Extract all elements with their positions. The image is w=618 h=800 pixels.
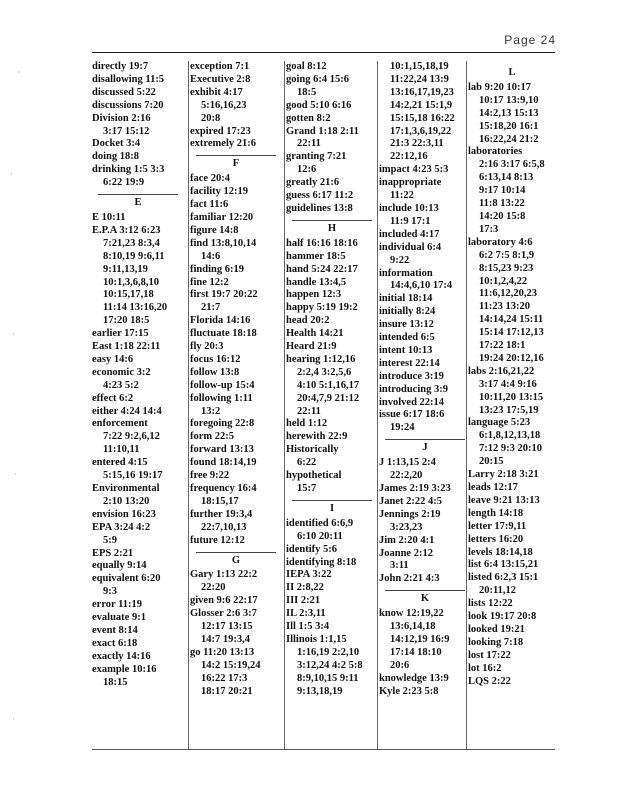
index-entry: drinking 1:5 3:3 bbox=[92, 164, 165, 176]
index-entry-continuation: 6:22 bbox=[297, 457, 317, 469]
index-entry-continuation: 6:22 19:9 bbox=[103, 177, 145, 189]
index-entry-continuation: 14:2,13 15:13 bbox=[479, 107, 539, 119]
index-entry-continuation: 8:15,23 9:23 bbox=[479, 262, 534, 274]
index-entry-continuation: 2:2,4 3:2,5,6 bbox=[297, 366, 352, 378]
index-entry-continuation: 14:6 bbox=[201, 250, 221, 262]
index-entry-continuation: 20:4,7,9 21:12 bbox=[297, 392, 360, 404]
index-entry-continuation: 22:11 bbox=[297, 138, 321, 150]
index-entry: Grand 1:18 2:11 bbox=[286, 125, 359, 137]
index-entry: fine 12:2 bbox=[190, 276, 229, 288]
index-entry: issue 6:17 18:6 bbox=[379, 409, 445, 421]
index-entry: language 5:23 bbox=[468, 417, 531, 429]
index-entry: going 6:4 15:6 bbox=[286, 73, 349, 85]
index-entry: length 14:18 bbox=[468, 507, 524, 519]
index-entry-continuation: 6:2 7:5 8:1,9 bbox=[479, 249, 535, 261]
index-entry-continuation: 2:10 13:20 bbox=[103, 495, 150, 507]
index-entry-continuation: 14:4,6,10 17:4 bbox=[390, 280, 453, 292]
index-entry: fly 20:3 bbox=[190, 341, 224, 353]
index-entry-continuation: 19:24 bbox=[390, 422, 415, 434]
top-rule bbox=[92, 52, 555, 53]
index-entry: example 10:16 bbox=[92, 663, 157, 675]
index-entry: information bbox=[379, 267, 433, 279]
index-entry-continuation: 11:6,12,20,23 bbox=[479, 288, 538, 300]
index-entry-continuation: 20:15 bbox=[479, 456, 504, 468]
index-entry-continuation: 16:22,24 21:2 bbox=[479, 133, 539, 145]
index-entry: happen 12:3 bbox=[286, 289, 342, 301]
index-entry: event 8:14 bbox=[92, 624, 138, 636]
index-entry-continuation: 17:1,3,6,19,22 bbox=[390, 125, 452, 137]
index-entry: Gary 1:13 22:2 bbox=[190, 569, 258, 581]
index-entry: leads 12:17 bbox=[468, 482, 518, 493]
margin-mark: · bbox=[10, 170, 13, 179]
index-entry-continuation: 9:3 bbox=[103, 586, 117, 598]
index-entry-continuation: 10:15,17,18 bbox=[103, 289, 154, 301]
index-entry-continuation: 4:23 5:2 bbox=[103, 379, 139, 391]
index-entry: granting 7:21 bbox=[286, 151, 347, 163]
index-entry: looked 19:21 bbox=[468, 623, 525, 635]
index-entry-continuation: 6:10 20:11 bbox=[297, 530, 343, 542]
index-entry-continuation: 13:6,14,18 bbox=[390, 621, 436, 633]
index-entry: James 2:19 3:23 bbox=[379, 483, 451, 494]
index-entry: earlier 17:15 bbox=[92, 328, 149, 340]
index-entry: good 5:10 6:16 bbox=[286, 99, 352, 111]
index-entry: IL 2:3,11 bbox=[286, 608, 326, 620]
index-entry-continuation: 17:22 18:1 bbox=[479, 340, 526, 352]
index-entry: John 2:21 4:3 bbox=[379, 573, 440, 585]
index-entry: guidelines 13:8 bbox=[286, 202, 353, 214]
index-entry: familiar 12:20 bbox=[190, 211, 254, 223]
index-entry-continuation: 18:17 20:21 bbox=[201, 685, 253, 697]
index-entry: figure 14:8 bbox=[190, 224, 239, 236]
margin-mark: · bbox=[12, 330, 15, 339]
index-entry: facility 12:19 bbox=[190, 186, 249, 198]
index-entry: know 12:19,22 bbox=[379, 608, 444, 620]
index-entry: identifying 8:18 bbox=[286, 556, 357, 568]
index-entry: Joanne 2:12 bbox=[379, 547, 433, 559]
index-entry-continuation: 15:18,20 16:1 bbox=[479, 120, 539, 132]
index-column-1 bbox=[92, 61, 184, 690]
index-entry: hypothetical bbox=[286, 470, 342, 482]
index-entry: Ill 1:5 3:4 bbox=[286, 621, 330, 633]
index-entry: intended 6:5 bbox=[379, 332, 435, 344]
index-entry-continuation: 18:15,17 bbox=[201, 495, 239, 507]
index-entry-continuation: 22:12,16 bbox=[390, 151, 428, 163]
index-entry-continuation: 13:23 17:5,19 bbox=[479, 404, 539, 416]
index-entry-continuation: 12:17 13:15 bbox=[201, 621, 253, 633]
margin-mark: · bbox=[18, 68, 21, 77]
index-entry-continuation: 10:1,15,18,19 bbox=[390, 61, 449, 72]
index-entry: EPS 2:21 bbox=[92, 547, 134, 559]
index-entry: expired 17:23 bbox=[190, 125, 251, 137]
index-entry: following 1:11 bbox=[190, 392, 253, 404]
index-entry: error 11:19 bbox=[92, 599, 143, 611]
index-entry: Florida 14:16 bbox=[190, 315, 251, 327]
index-entry: form 22:5 bbox=[190, 431, 235, 443]
index-entry: easy 14:6 bbox=[92, 353, 134, 365]
index-entry-continuation: 18:5 bbox=[297, 86, 317, 98]
index-page bbox=[92, 52, 555, 750]
index-entry: go 11:20 13:13 bbox=[190, 646, 255, 658]
index-entry: knowledge 13:9 bbox=[379, 672, 449, 684]
index-entry-continuation: 15:15,18 16:22 bbox=[390, 112, 455, 124]
index-entry: Kyle 2:23 5:8 bbox=[379, 685, 439, 697]
index-entry-continuation: 22:7,10,13 bbox=[201, 521, 247, 533]
index-entry: happy 5:19 19:2 bbox=[286, 302, 358, 314]
index-entry-continuation: 17:20 18:5 bbox=[103, 315, 150, 327]
index-entry: half 16:16 18:16 bbox=[286, 237, 358, 249]
index-entry: herewith 22:9 bbox=[286, 431, 348, 443]
index-entry-continuation: 11:23 13:20 bbox=[479, 301, 531, 313]
index-entry-continuation: 3:17 15:12 bbox=[103, 125, 150, 137]
index-entry: further 19:3,4 bbox=[190, 508, 253, 520]
index-entry-continuation: 11:9 17:1 bbox=[390, 215, 431, 227]
index-entry: laboratories bbox=[468, 146, 523, 158]
index-entry: initial 18:14 bbox=[379, 293, 433, 305]
section-letter: J bbox=[385, 439, 465, 455]
index-entry: levels 18:14,18 bbox=[468, 546, 533, 558]
index-entry: exception 7:1 bbox=[190, 61, 250, 72]
index-entry: lab 9:20 10:17 bbox=[468, 81, 531, 93]
index-column-4 bbox=[377, 61, 471, 749]
index-entry: extremely 21:6 bbox=[190, 138, 256, 150]
margin-mark: · bbox=[14, 470, 17, 479]
index-entry: evaluate 9:1 bbox=[92, 612, 146, 624]
index-entry: future 12:12 bbox=[190, 534, 245, 546]
index-entry: greatly 21:6 bbox=[286, 177, 340, 189]
index-entry-continuation: 5:9 bbox=[103, 534, 117, 546]
index-entry: hand 5:24 22:17 bbox=[286, 263, 358, 275]
index-entry: Jennings 2:19 bbox=[379, 508, 441, 520]
index-entry: list 6:4 13:15,21 bbox=[468, 559, 539, 571]
index-entry-continuation: 4:10 5:1,16,17 bbox=[297, 379, 360, 391]
index-entry: finding 6:19 bbox=[190, 263, 244, 275]
index-entry: follow 13:8 bbox=[190, 366, 240, 378]
index-entry: exhibit 4:17 bbox=[190, 86, 243, 98]
index-entry: goal 8:12 bbox=[286, 61, 327, 72]
index-entry: introduce 3:19 bbox=[379, 370, 444, 382]
index-entry: J 1:13,15 2:4 bbox=[379, 457, 436, 469]
index-entry: looking 7:18 bbox=[468, 636, 524, 648]
index-entry-continuation: 14:12,19 16:9 bbox=[390, 633, 450, 645]
index-entry: individual 6:4 bbox=[379, 241, 442, 253]
index-entry: look 19:17 20:8 bbox=[468, 611, 537, 623]
index-entry: impact 4:23 5:3 bbox=[379, 164, 449, 176]
section-letter: F bbox=[196, 155, 276, 171]
index-entry: exactly 14:16 bbox=[92, 650, 151, 662]
index-entry: involved 22:14 bbox=[379, 396, 445, 408]
index-entry-continuation: 14:2,21 15:1,9 bbox=[390, 99, 453, 111]
index-entry: follow-up 15:4 bbox=[190, 379, 255, 391]
index-entry-continuation: 16:22 17:3 bbox=[201, 672, 248, 684]
index-entry: equally 9:14 bbox=[92, 560, 147, 572]
index-entry-continuation: 20:8 bbox=[201, 112, 221, 124]
index-entry-continuation: 17:14 18:10 bbox=[390, 646, 442, 658]
index-entry-continuation: 20:11,12 bbox=[479, 585, 517, 597]
index-entry: letter 17:9,11 bbox=[468, 520, 527, 532]
index-entry: Glosser 2:6 3:7 bbox=[190, 608, 257, 620]
index-entry: lists 12:22 bbox=[468, 598, 513, 610]
index-entry: labs 2:16,21,22 bbox=[468, 365, 535, 377]
index-entry-continuation: 8:10,19 9:6,11 bbox=[103, 250, 165, 262]
section-letter: G bbox=[196, 552, 276, 568]
index-entry: fact 11:6 bbox=[190, 199, 229, 211]
index-entry-continuation: 22:2,20 bbox=[390, 470, 423, 482]
index-entry: Janet 2:22 4:5 bbox=[379, 495, 442, 507]
index-entry-continuation: 11:22 bbox=[390, 190, 414, 202]
index-entry: face 20:4 bbox=[190, 173, 230, 185]
index-entry-continuation: 19:24 20:12,16 bbox=[479, 352, 544, 364]
index-entry: insure 13:12 bbox=[379, 319, 434, 331]
index-entry: Division 2:16 bbox=[92, 112, 151, 124]
index-entry: included 4:17 bbox=[379, 228, 440, 240]
index-entry: II 2:8,22 bbox=[286, 582, 324, 594]
index-entry: LQS 2:22 bbox=[468, 675, 511, 687]
index-entry-continuation: 7:22 9:2,6,12 bbox=[103, 431, 160, 443]
section-letter: K bbox=[385, 590, 465, 606]
index-entry: effect 6:2 bbox=[92, 392, 134, 404]
index-entry-continuation: 3:23,23 bbox=[390, 521, 423, 533]
index-entry-continuation: 10:17 13:9,10 bbox=[479, 94, 539, 106]
section-letter: E bbox=[98, 194, 178, 210]
index-entry: economic 3:2 bbox=[92, 366, 151, 378]
index-entry: Heard 21:9 bbox=[286, 341, 337, 353]
index-entry-continuation: 21:7 bbox=[201, 302, 221, 314]
index-entry-continuation: 18:15 bbox=[103, 676, 128, 688]
index-entry: find 13:8,10,14 bbox=[190, 237, 257, 249]
index-entry: handle 13:4,5 bbox=[286, 276, 347, 288]
index-entry-continuation: 22:11 bbox=[297, 405, 321, 417]
index-entry: identify 5:6 bbox=[286, 543, 338, 555]
index-entry: introducing 3:9 bbox=[379, 383, 448, 395]
index-entry: identified 6:6,9 bbox=[286, 517, 354, 529]
index-entry-continuation: 14:2 15:19,24 bbox=[201, 659, 261, 671]
index-entry-continuation: 14:7 19:3,4 bbox=[201, 633, 250, 645]
index-entry: envision 16:23 bbox=[92, 508, 156, 520]
index-entry: either 4:24 14:4 bbox=[92, 405, 162, 417]
index-entry-continuation: 3:17 4:4 9:16 bbox=[479, 378, 537, 390]
index-entry-continuation: 8:9,10,15 9:11 bbox=[297, 672, 359, 684]
index-column-5 bbox=[466, 61, 556, 749]
index-entry-continuation: 17:3 bbox=[479, 223, 499, 235]
index-entry-continuation: 12:6 bbox=[297, 164, 317, 176]
index-entry: intent 10:13 bbox=[379, 344, 433, 356]
index-entry: Jim 2:20 4:1 bbox=[379, 534, 435, 546]
index-entry: E 10:11 bbox=[92, 211, 126, 223]
index-entry-continuation: 13:16,17,19,23 bbox=[390, 86, 454, 98]
index-entry-continuation: 1:16,19 2:2,10 bbox=[297, 646, 360, 658]
index-entry-continuation: 21:3 22:3,11 bbox=[390, 138, 444, 150]
index-entry: include 10:13 bbox=[379, 202, 439, 214]
section-letter: H bbox=[292, 220, 372, 236]
index-entry: East 1:18 22:11 bbox=[92, 341, 161, 353]
index-entry-continuation: 11:22,24 13:9 bbox=[390, 73, 449, 85]
index-entry: directly 19:7 bbox=[92, 61, 149, 72]
index-entry: discussions 7:20 bbox=[92, 99, 164, 111]
index-entry: letters 16:20 bbox=[468, 533, 524, 545]
index-column-2 bbox=[188, 61, 282, 749]
index-entry: laboratory 4:6 bbox=[468, 236, 533, 248]
index-entry: lot 16:2 bbox=[468, 662, 502, 674]
index-entry-continuation: 2:16 3:17 6:5,8 bbox=[479, 159, 545, 171]
index-entry-continuation: 7:21,23 8:3,4 bbox=[103, 237, 160, 249]
index-entry-continuation: 5:15,16 19:17 bbox=[103, 470, 163, 482]
index-entry-continuation: 9:13,18,19 bbox=[297, 685, 343, 697]
index-entry: free 9:22 bbox=[190, 470, 230, 482]
index-entry: foregoing 22:8 bbox=[190, 418, 255, 430]
index-entry: enforcement bbox=[92, 418, 148, 430]
index-entry: EPA 3:24 4:2 bbox=[92, 521, 151, 533]
index-entry: Health 14:21 bbox=[286, 328, 344, 340]
index-entry: discussed 5:22 bbox=[92, 86, 156, 98]
index-entry-continuation: 14:14,24 15:11 bbox=[479, 314, 544, 326]
index-entry-continuation: 9:22 bbox=[390, 254, 410, 266]
index-entry: lost 17:22 bbox=[468, 649, 511, 661]
index-entry-continuation: 6:1,8,12,13,18 bbox=[479, 430, 541, 442]
index-entry: guess 6:17 11:2 bbox=[286, 190, 354, 202]
index-entry: hearing 1:12,16 bbox=[286, 353, 356, 365]
index-entry: found 18:14,19 bbox=[190, 457, 257, 469]
index-entry: fluctuate 18:18 bbox=[190, 328, 257, 340]
index-entry: Historically bbox=[286, 444, 339, 456]
index-entry: forward 13:13 bbox=[190, 444, 254, 456]
index-entry-continuation: 11:14 13:16,20 bbox=[103, 302, 168, 314]
index-entry: equivalent 6:20 bbox=[92, 573, 161, 585]
index-entry: gotten 8:2 bbox=[286, 112, 331, 124]
index-entry: head 20:2 bbox=[286, 315, 330, 327]
index-entry: held 1:12 bbox=[286, 418, 328, 430]
index-entry-continuation: 3:12,24 4:2 5:8 bbox=[297, 659, 363, 671]
index-entry: initially 8:24 bbox=[379, 306, 436, 318]
index-entry-continuation: 5:16,16,23 bbox=[201, 99, 247, 111]
index-entry: frequency 16:4 bbox=[190, 483, 257, 494]
index-entry-continuation: 10:11,20 13:15 bbox=[479, 391, 544, 403]
index-entry-continuation: 11:10,11 bbox=[103, 444, 140, 456]
index-entry: listed 6:2,3 15:1 bbox=[468, 572, 539, 584]
index-entry: Larry 2:18 3:21 bbox=[468, 469, 539, 481]
index-entry: given 9:6 22:17 bbox=[190, 595, 258, 607]
index-entry-continuation: 10:1,3,6,8,10 bbox=[103, 276, 159, 288]
index-entry: IEPA 3:22 bbox=[286, 569, 332, 581]
index-column-3 bbox=[284, 61, 378, 749]
section-letter: L bbox=[508, 67, 516, 78]
index-entry-continuation: 22:20 bbox=[201, 582, 226, 594]
index-entry-continuation: 9:11,13,19 bbox=[103, 263, 148, 275]
index-entry-continuation: 10:1,2,4,22 bbox=[479, 275, 528, 287]
index-entry: disallowing 11:5 bbox=[92, 73, 165, 85]
index-entry: focus 16:12 bbox=[190, 353, 241, 365]
index-entry: hammer 18:5 bbox=[286, 250, 346, 262]
index-entry: III 2:21 bbox=[286, 595, 321, 607]
section-letter: I bbox=[292, 500, 372, 516]
index-entry: leave 9:21 13:13 bbox=[468, 494, 540, 506]
index-entry: exact 6:18 bbox=[92, 637, 138, 649]
index-entry-continuation: 15:7 bbox=[297, 483, 317, 494]
index-entry-continuation: 13:2 bbox=[201, 405, 221, 417]
index-entry-continuation: 3:11 bbox=[390, 560, 409, 572]
margin-mark: · bbox=[12, 715, 15, 724]
index-entry: Environmental bbox=[92, 483, 160, 494]
index-entry-continuation: 15:14 17:12,13 bbox=[479, 327, 544, 339]
index-entry-continuation: 7:12 9:3 20:10 bbox=[479, 443, 542, 455]
index-entry-continuation: 9:17 10:14 bbox=[479, 185, 526, 197]
index-entry: first 19:7 20:22 bbox=[190, 289, 258, 301]
index-entry: entered 4:15 bbox=[92, 457, 148, 469]
page-number: Page 24 bbox=[504, 33, 556, 47]
index-entry: E.P.A 3:12 6:23 bbox=[92, 224, 161, 236]
index-entry: Executive 2:8 bbox=[190, 73, 251, 85]
index-entry-continuation: 14:20 15:8 bbox=[479, 210, 526, 222]
index-entry: Docket 3:4 bbox=[92, 138, 141, 150]
index-entry: interest 22:14 bbox=[379, 357, 440, 369]
index-entry: doing 18:8 bbox=[92, 151, 139, 163]
index-entry: inappropriate bbox=[379, 177, 442, 189]
index-entry: Illinois 1:1,15 bbox=[286, 633, 347, 645]
index-entry-continuation: 6:13,14 8:13 bbox=[479, 172, 534, 184]
index-entry-continuation: 20:6 bbox=[390, 659, 410, 671]
index-entry-continuation: 11:8 13:22 bbox=[479, 198, 525, 210]
bottom-rule bbox=[92, 749, 555, 750]
